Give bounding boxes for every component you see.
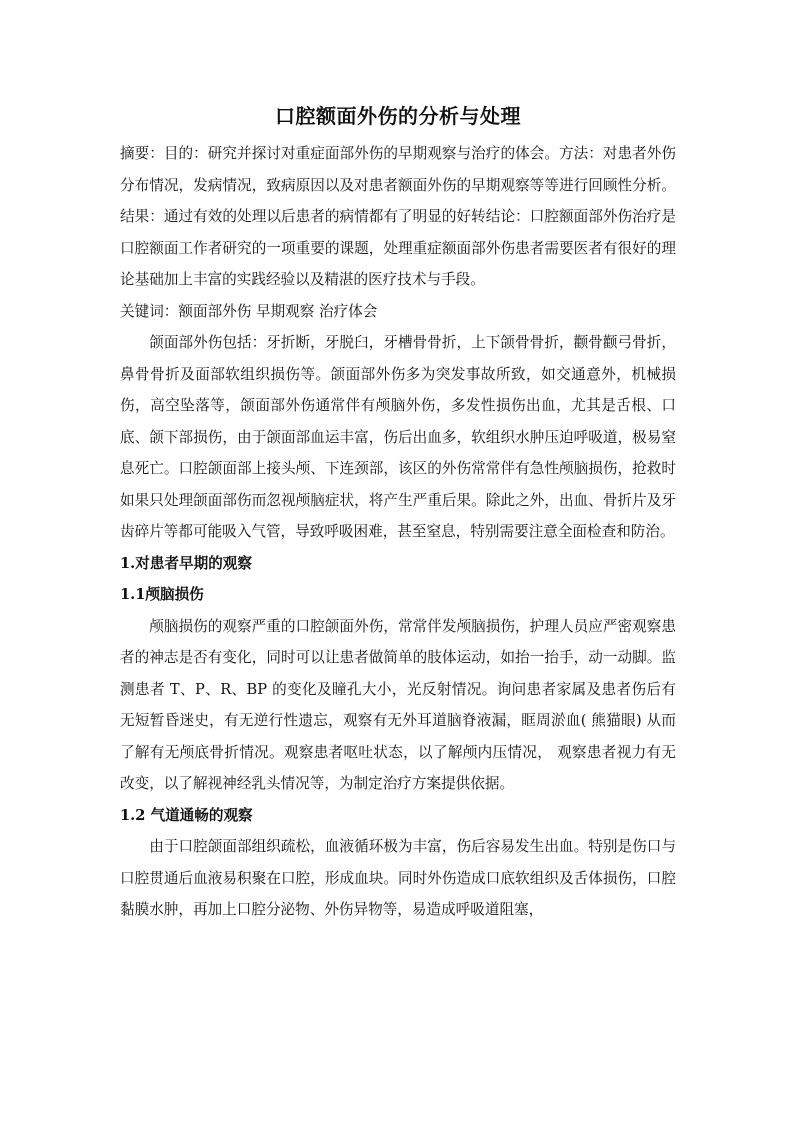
document-title: 口腔额面外伤的分析与处理 <box>275 104 521 128</box>
section-1-heading: 1.对患者早期的观察 <box>120 554 252 572</box>
document-page <box>120 98 676 926</box>
section-1-1-heading: 1.1颅脑损伤 <box>120 586 204 603</box>
section-1-1-paragraph: 颅脑损伤的观察严重的口腔颌面外伤，常常伴发颅脑损伤，护理人员应严密观察患者的神志是否有变化，同时可以让患者做简单的肢体运动，如抬一抬手，动一动脚。监测患者 T、P、R、BP 的变化及瞳孔大小，光反射情况。询问患者家属及患者伤后有无短暂昏迷史，有无逆行性遗忘，观察有无外耳道脑脊液漏，眶周淤血( 熊猫眼) 从而了解有无颅底骨折情况。观察患者呕吐状态，以了解颅内压情况， 观察患者视力有无改变，以了解视神经乳头情况等，为制定治疗方案提供依据。 <box>120 617 676 792</box>
abstract-paragraph: 摘要：目的：研究并探讨对重症面部外伤的早期观察与治疗的体会。方法：对患者外伤分布情况，发病情况，致病原因以及对患者额面外伤的早期观察等等进行回顾性分析。结果：通过有效的处理以后患者的病情都有了明显的好转结论：口腔额面部外伤治疗是口腔额面工作者研究的一项重要的课题，处理重症额面部外伤患者需要医者有很好的理论基础加上丰富的实践经验以及精湛的医疗技术与手段。 <box>120 145 676 288</box>
section-1-2-paragraph: 由于口腔颌面部组织疏松，血液循环极为丰富，伤后容易发生出血。特别是伤口与口腔贯通后血液易积聚在口腔，形成血块。同时外伤造成口底软组织及舌体损伤，口腔黏膜水肿，再加上口腔分泌物、外伤异物等，易造成呼吸道阻塞， <box>120 838 676 918</box>
section-1-2-heading: 1.2 气道通畅的观察 <box>120 806 253 824</box>
intro-paragraph: 颌面部外伤包括：牙折断，牙脱臼，牙槽骨骨折，上下颌骨骨折，颧骨颧弓骨折，鼻骨骨折及面部软组织损伤等。颌面部外伤多为突发事故所致，如交通意外，机械损伤，高空坠落等，颌面部外伤通常伴有颅脑外伤，多发性损伤出血，尤其是舌根、口底、颌下部损伤，由于颌面部血运丰富，伤后出血多，软组织水肿压迫呼吸道，极易窒息死亡。口腔颌面部上接头颅、下连颈部，该区的外伤常常伴有急性颅脑损伤，抢救时如果只处理颌面部伤而忽视颅脑症状，将产生严重后果。除此之外，出血、骨折片及牙齿碎片等都可能吸入气管，导致呼吸困难，甚至窒息，特别需要注意全面检查和防治。 <box>120 334 676 540</box>
keywords-line: 关键词：额面部外伤 早期观察 治疗体会 <box>120 302 378 320</box>
